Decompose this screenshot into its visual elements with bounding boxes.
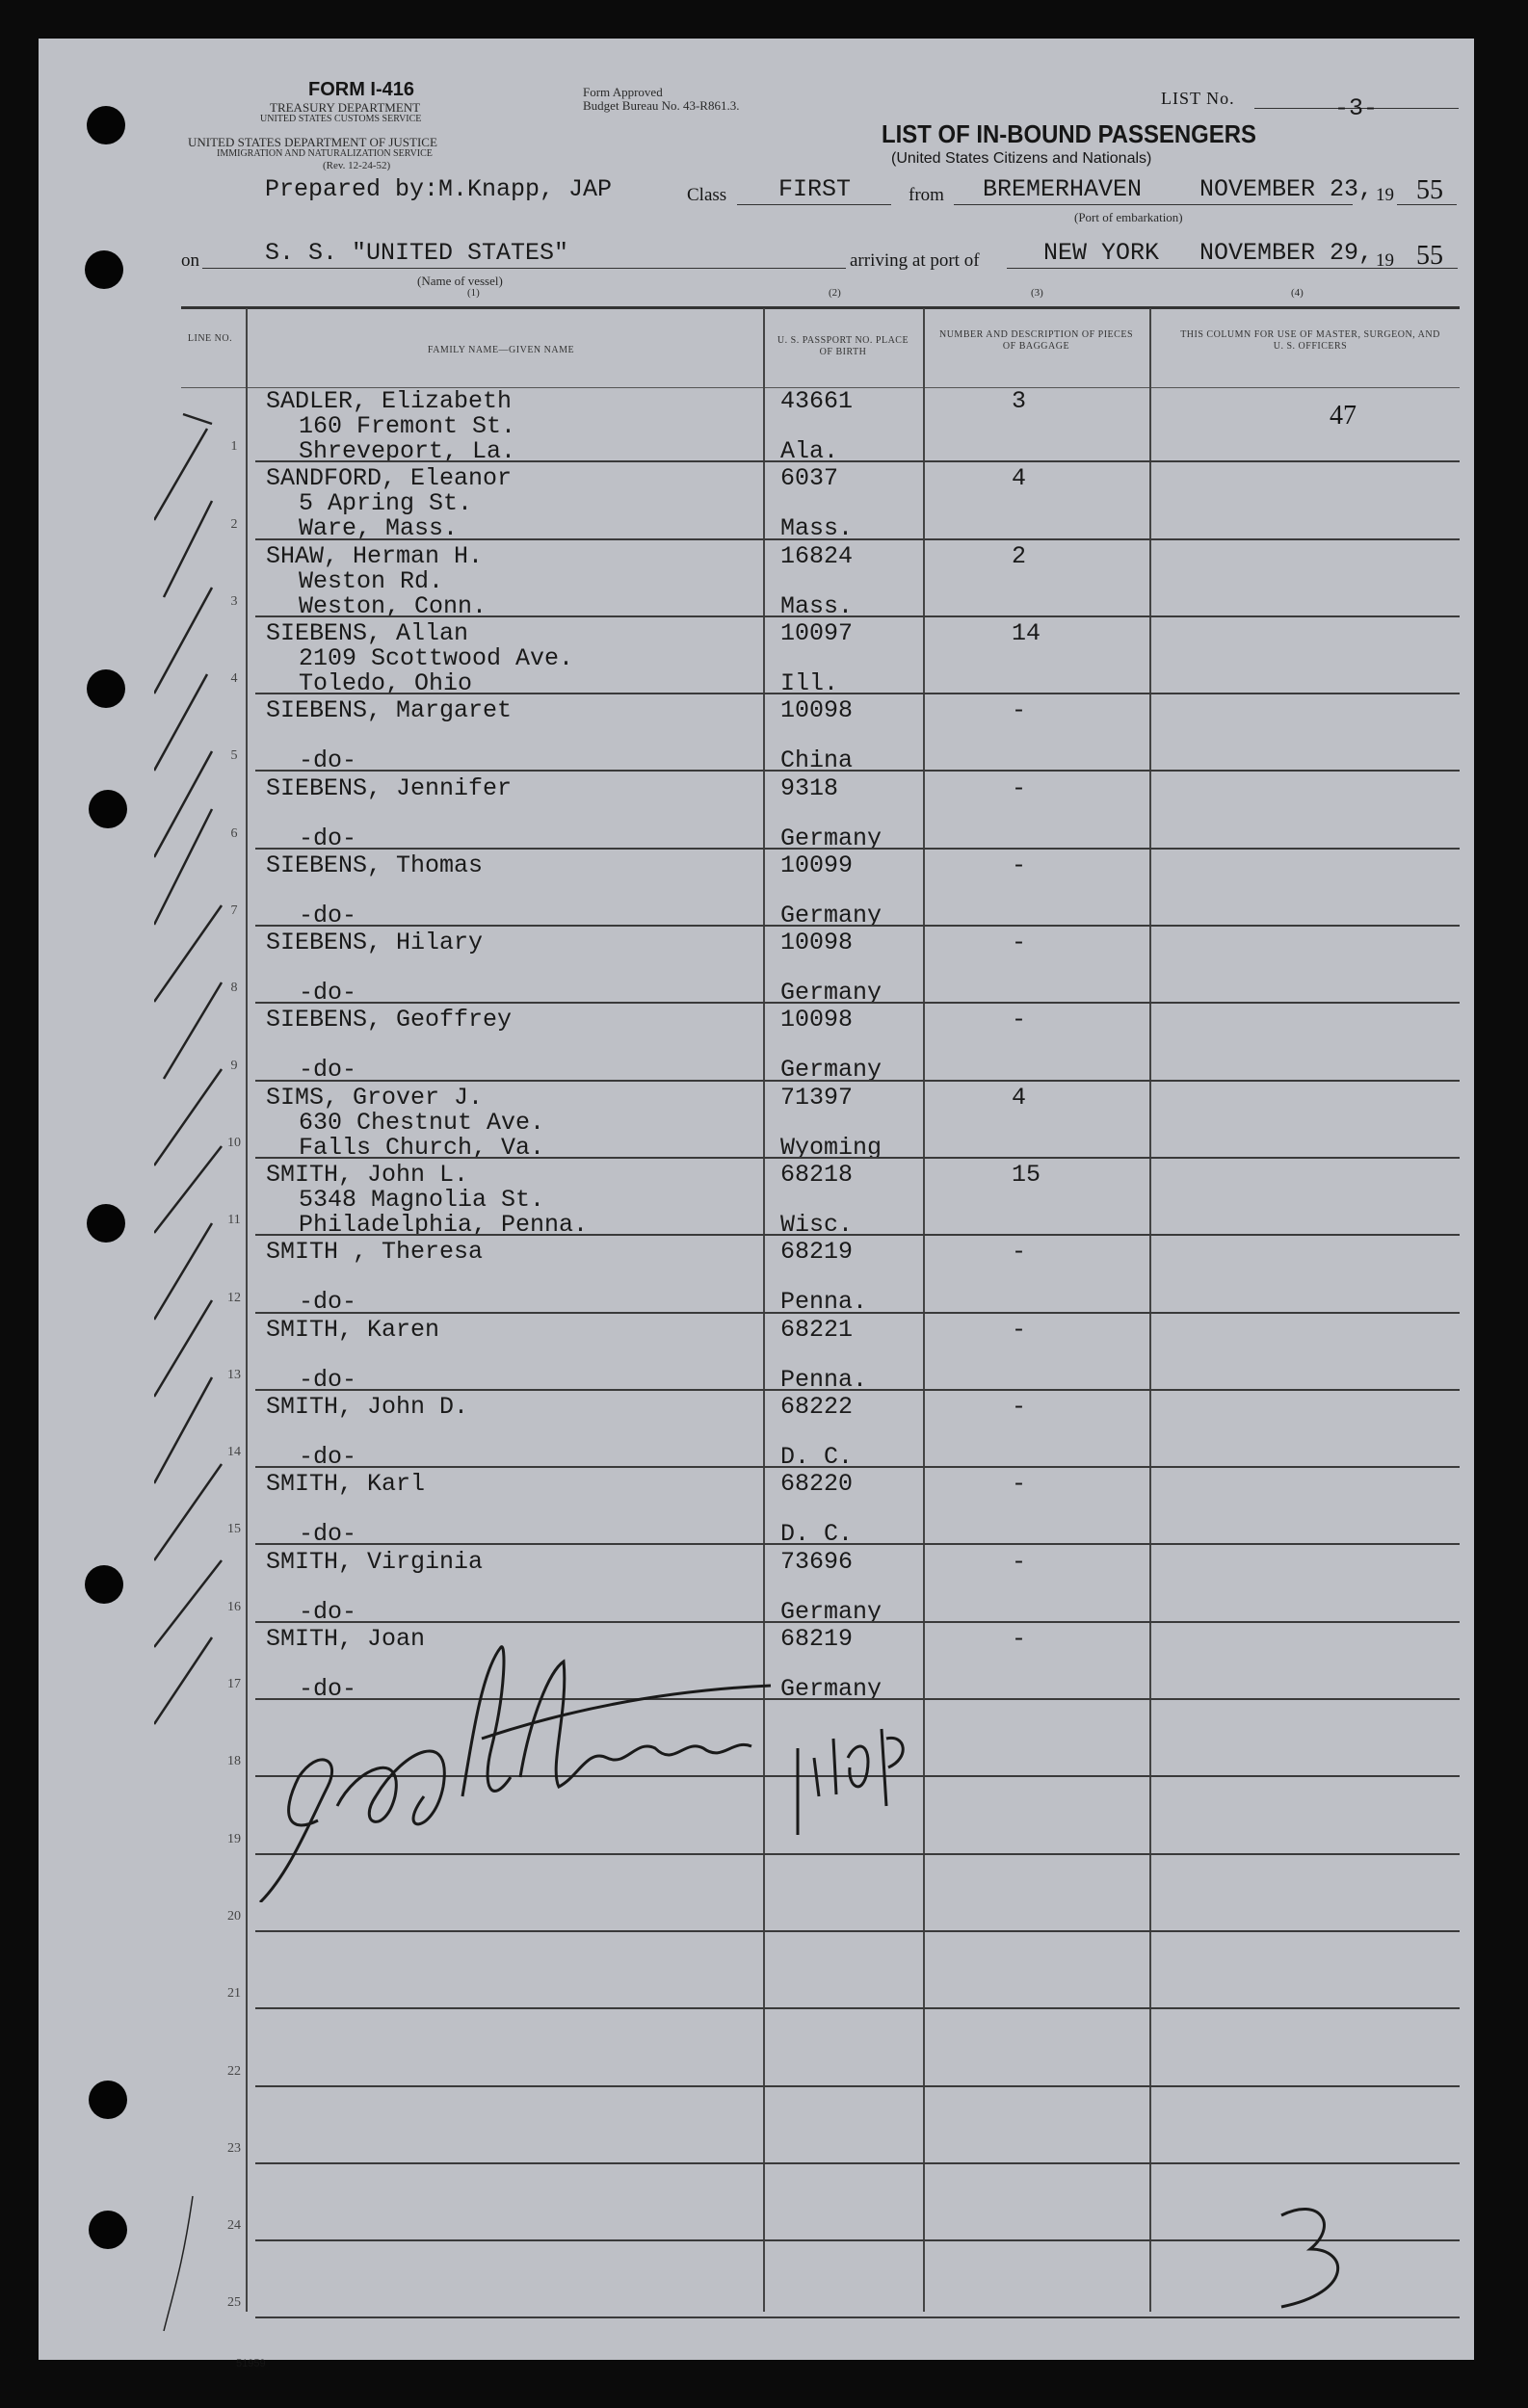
passport-number: 68219 bbox=[780, 1624, 854, 1653]
line-number: 11 bbox=[227, 1213, 241, 1228]
arriving-label: arriving at port of bbox=[850, 250, 980, 271]
class-label: Class bbox=[687, 185, 727, 205]
baggage-count: 2 bbox=[1012, 541, 1027, 570]
arrival-year-prefix: 19 bbox=[1376, 250, 1394, 271]
passport-number: 16824 bbox=[780, 541, 854, 570]
col-header-name: FAMILY NAME—GIVEN NAME bbox=[427, 345, 575, 355]
family-name: SIEBENS, Thomas bbox=[266, 851, 484, 879]
baggage-count: - bbox=[1012, 851, 1027, 879]
vessel-name: S. S. "UNITED STATES" bbox=[265, 239, 569, 267]
address-line-2: -do- bbox=[299, 1288, 357, 1317]
arrival-port: NEW YORK bbox=[1043, 239, 1160, 267]
place-of-birth: Mass. bbox=[780, 514, 854, 543]
form-number: FORM I-416 bbox=[308, 79, 415, 100]
baggage-count: - bbox=[1012, 773, 1027, 802]
baggage-count: 15 bbox=[1012, 1161, 1041, 1189]
family-name: SANDFORD, Eleanor bbox=[266, 464, 513, 493]
family-name: SIEBENS, Jennifer bbox=[266, 773, 513, 802]
line-number: 19 bbox=[227, 1831, 241, 1846]
family-name: SMITH, Virginia bbox=[266, 1547, 484, 1576]
line-number: 16 bbox=[227, 1599, 241, 1614]
passport-number: 71397 bbox=[780, 1083, 854, 1112]
passport-number: 10098 bbox=[780, 1006, 854, 1034]
list-no-value: -3- bbox=[1334, 94, 1379, 122]
line-number: 24 bbox=[227, 2218, 241, 2234]
class-value: FIRST bbox=[778, 175, 852, 203]
passport-number: 68219 bbox=[780, 1238, 854, 1267]
line-number: 12 bbox=[227, 1290, 241, 1305]
arrival-year: 55 bbox=[1416, 241, 1443, 271]
line-number: 9 bbox=[230, 1058, 238, 1073]
place-of-birth: Ala. bbox=[780, 437, 839, 465]
family-name: SHAW, Herman H. bbox=[266, 541, 484, 570]
from-label: from bbox=[909, 185, 944, 205]
address-line-2: -do- bbox=[299, 1520, 357, 1549]
port-caption: (Port of embarkation) bbox=[1074, 210, 1183, 224]
family-name: SMITH, Karl bbox=[266, 1470, 426, 1499]
row-divider bbox=[255, 925, 1460, 927]
baggage-count: - bbox=[1012, 1392, 1027, 1421]
address-line-2: -do- bbox=[299, 901, 357, 929]
col-header-baggage: NUMBER AND DESCRIPTION OF PIECES OF BAGGAGE bbox=[938, 329, 1134, 352]
line-number: 25 bbox=[227, 2295, 241, 2311]
line-number: 6 bbox=[230, 825, 238, 841]
punch-hole bbox=[87, 106, 125, 144]
line-number: 10 bbox=[227, 1135, 241, 1150]
address-line-2: -do- bbox=[299, 1442, 357, 1471]
place-of-birth: Wisc. bbox=[780, 1211, 854, 1239]
baggage-count: - bbox=[1012, 1315, 1027, 1344]
place-of-birth: Germany bbox=[780, 901, 883, 929]
address-line-2: Ware, Mass. bbox=[299, 514, 459, 543]
row-divider bbox=[255, 615, 1460, 617]
line-number: 15 bbox=[227, 1522, 241, 1537]
place-of-birth: Germany bbox=[780, 1597, 883, 1626]
prepared-by: Prepared by:M.Knapp, JAP bbox=[265, 175, 613, 203]
baggage-count: - bbox=[1012, 696, 1027, 725]
address-line-1: 2109 Scottwood Ave. bbox=[299, 643, 574, 672]
row-divider bbox=[255, 1312, 1460, 1314]
family-name: SIEBENS, Geoffrey bbox=[266, 1006, 513, 1034]
line-number: 18 bbox=[227, 1754, 241, 1769]
passport-number: 43661 bbox=[780, 387, 854, 415]
baggage-count: - bbox=[1012, 1547, 1027, 1576]
passport-number: 68220 bbox=[780, 1470, 854, 1499]
place-of-birth: Wyoming bbox=[780, 1133, 883, 1162]
from-year: 55 bbox=[1416, 175, 1443, 205]
revision: (Rev. 12-24-52) bbox=[323, 160, 391, 171]
form-title: LIST OF IN-BOUND PASSENGERS bbox=[882, 119, 1256, 148]
place-of-birth: Germany bbox=[780, 824, 883, 852]
address-line-2: -do- bbox=[299, 824, 357, 852]
address-line-2: -do- bbox=[299, 1674, 357, 1703]
family-name: SMITH , Theresa bbox=[266, 1238, 484, 1267]
line-number: 17 bbox=[227, 1677, 241, 1692]
line-number: 1 bbox=[230, 439, 238, 455]
baggage-count: 4 bbox=[1012, 1083, 1027, 1112]
address-line-2: -do- bbox=[299, 979, 357, 1008]
line-number: 13 bbox=[227, 1367, 241, 1382]
baggage-count: - bbox=[1012, 929, 1027, 957]
place-of-birth: Germany bbox=[780, 1056, 883, 1085]
family-name: SMITH, Joan bbox=[266, 1624, 426, 1653]
passport-number: 73696 bbox=[780, 1547, 854, 1576]
col4-num: (4) bbox=[1291, 287, 1304, 299]
place-of-birth: D. C. bbox=[780, 1442, 854, 1471]
col-header-line: LINE NO. bbox=[187, 333, 233, 344]
baggage-count: 3 bbox=[1012, 387, 1027, 415]
row-divider bbox=[255, 1080, 1460, 1082]
family-name: SIMS, Grover J. bbox=[266, 1083, 484, 1112]
baggage-count: - bbox=[1012, 1006, 1027, 1034]
address-line-1: 5 Apring St. bbox=[299, 489, 473, 518]
place-of-birth: Mass. bbox=[780, 591, 854, 620]
check-marks bbox=[154, 405, 308, 2408]
customs-service: UNITED STATES CUSTOMS SERVICE bbox=[260, 114, 422, 124]
family-name: SIEBENS, Hilary bbox=[266, 929, 484, 957]
punch-hole bbox=[85, 250, 123, 289]
from-date: NOVEMBER 23, bbox=[1199, 175, 1374, 203]
family-name: SMITH, Karen bbox=[266, 1315, 440, 1344]
address-line-2: -do- bbox=[299, 1056, 357, 1085]
passport-number: 68218 bbox=[780, 1161, 854, 1189]
line-number: 2 bbox=[230, 516, 238, 532]
ins-service: IMMIGRATION AND NATURALIZATION SERVICE bbox=[217, 148, 433, 159]
treasury-dept: TREASURY DEPARTMENT bbox=[270, 100, 421, 115]
passport-number: 68222 bbox=[780, 1392, 854, 1421]
passport-number: 10097 bbox=[780, 618, 854, 647]
row-divider bbox=[255, 1621, 1460, 1623]
passport-number: 10098 bbox=[780, 696, 854, 725]
col-header-officers: THIS COLUMN FOR USE OF MASTER, SURGEON, AND U. S. OFFICERS bbox=[1180, 329, 1440, 352]
row-divider bbox=[255, 1157, 1460, 1159]
row-divider bbox=[255, 538, 1460, 540]
family-name: SADLER, Elizabeth bbox=[266, 387, 513, 415]
form-approved: Form Approved bbox=[583, 85, 663, 99]
passport-number: 10099 bbox=[780, 851, 854, 879]
row-divider bbox=[255, 1234, 1460, 1236]
address-line-1: 160 Fremont St. bbox=[299, 412, 516, 440]
baggage-count: 4 bbox=[1012, 464, 1027, 493]
row-divider bbox=[255, 1543, 1460, 1545]
row-divider bbox=[255, 1002, 1460, 1004]
from-port: BREMERHAVEN bbox=[983, 175, 1143, 203]
row-divider bbox=[255, 770, 1460, 772]
budget-bureau: Budget Bureau No. 43-R861.3. bbox=[583, 98, 740, 113]
handwritten-signature bbox=[231, 1633, 963, 1902]
line-number: 4 bbox=[230, 671, 238, 687]
line-number: 23 bbox=[227, 2140, 241, 2156]
col1-num: (1) bbox=[467, 287, 480, 299]
row-divider bbox=[255, 2085, 1460, 2087]
address-line-2: Weston, Conn. bbox=[299, 591, 487, 620]
place-of-birth: Germany bbox=[780, 1674, 883, 1703]
list-no-label: LIST No. bbox=[1161, 89, 1235, 108]
form-subtitle: (United States Citizens and Nationals) bbox=[891, 150, 1152, 167]
line-number: 8 bbox=[230, 981, 238, 996]
place-of-birth: Penna. bbox=[780, 1365, 868, 1394]
line-number: 14 bbox=[227, 1445, 241, 1460]
vessel-caption: (Name of vessel) bbox=[417, 274, 503, 288]
address-line-2: Falls Church, Va. bbox=[299, 1133, 545, 1162]
from-year-prefix: 19 bbox=[1376, 185, 1394, 205]
row-divider bbox=[255, 2162, 1460, 2164]
print-code: 51959 bbox=[236, 2358, 266, 2369]
address-line-1: Weston Rd. bbox=[299, 566, 444, 595]
address-line-2: -do- bbox=[299, 746, 357, 775]
row-divider bbox=[255, 1466, 1460, 1468]
family-name: SIEBENS, Allan bbox=[266, 618, 469, 647]
justice-dept: UNITED STATES DEPARTMENT OF JUSTICE bbox=[188, 135, 437, 149]
corner-mark bbox=[1262, 2196, 1378, 2321]
row-divider bbox=[255, 848, 1460, 850]
passport-number: 6037 bbox=[780, 464, 839, 493]
officer-note: 47 bbox=[1330, 401, 1357, 431]
col3-num: (3) bbox=[1031, 287, 1043, 299]
passport-number: 68221 bbox=[780, 1315, 854, 1344]
row-divider bbox=[255, 1389, 1460, 1391]
address-line-1: 630 Chestnut Ave. bbox=[299, 1108, 545, 1137]
vessel-underline bbox=[202, 268, 846, 269]
family-name: SMITH, John L. bbox=[266, 1161, 469, 1189]
row-divider bbox=[255, 460, 1460, 462]
place-of-birth: D. C. bbox=[780, 1520, 854, 1549]
address-line-1: 5348 Magnolia St. bbox=[299, 1186, 545, 1214]
form-page bbox=[39, 39, 1474, 2369]
address-line-2: Shreveport, La. bbox=[299, 437, 516, 465]
row-divider bbox=[255, 2007, 1460, 2009]
line-number: 7 bbox=[230, 903, 238, 919]
place-of-birth: China bbox=[780, 746, 854, 775]
line-number: 3 bbox=[230, 593, 238, 609]
line-number: 21 bbox=[227, 1986, 241, 2002]
baggage-count: - bbox=[1012, 1238, 1027, 1267]
address-line-2: -do- bbox=[299, 1597, 357, 1626]
row-divider bbox=[255, 1930, 1460, 1932]
baggage-count: 14 bbox=[1012, 618, 1041, 647]
row-divider bbox=[255, 693, 1460, 694]
family-name: SMITH, John D. bbox=[266, 1392, 469, 1421]
place-of-birth: Ill. bbox=[780, 668, 839, 697]
place-of-birth: Penna. bbox=[780, 1288, 868, 1317]
line-number: 22 bbox=[227, 2063, 241, 2079]
place-of-birth: Germany bbox=[780, 979, 883, 1008]
col-header-passport: U. S. PASSPORT NO. PLACE OF BIRTH bbox=[777, 335, 909, 357]
class-underline bbox=[737, 204, 891, 205]
address-line-2: Toledo, Ohio bbox=[299, 668, 473, 697]
baggage-count: - bbox=[1012, 1470, 1027, 1499]
line-number: 5 bbox=[230, 748, 238, 764]
family-name: SIEBENS, Margaret bbox=[266, 696, 513, 725]
on-label: on bbox=[181, 250, 199, 271]
passport-number: 9318 bbox=[780, 773, 839, 802]
col2-num: (2) bbox=[829, 287, 841, 299]
address-line-2: Philadelphia, Penna. bbox=[299, 1211, 589, 1239]
baggage-count: - bbox=[1012, 1624, 1027, 1653]
table-top-border bbox=[181, 306, 1460, 309]
arrival-date: NOVEMBER 29, bbox=[1199, 239, 1374, 267]
passport-number: 10098 bbox=[780, 929, 854, 957]
from-underline bbox=[954, 204, 1353, 205]
address-line-2: -do- bbox=[299, 1365, 357, 1394]
line-number: 20 bbox=[227, 1908, 241, 1924]
